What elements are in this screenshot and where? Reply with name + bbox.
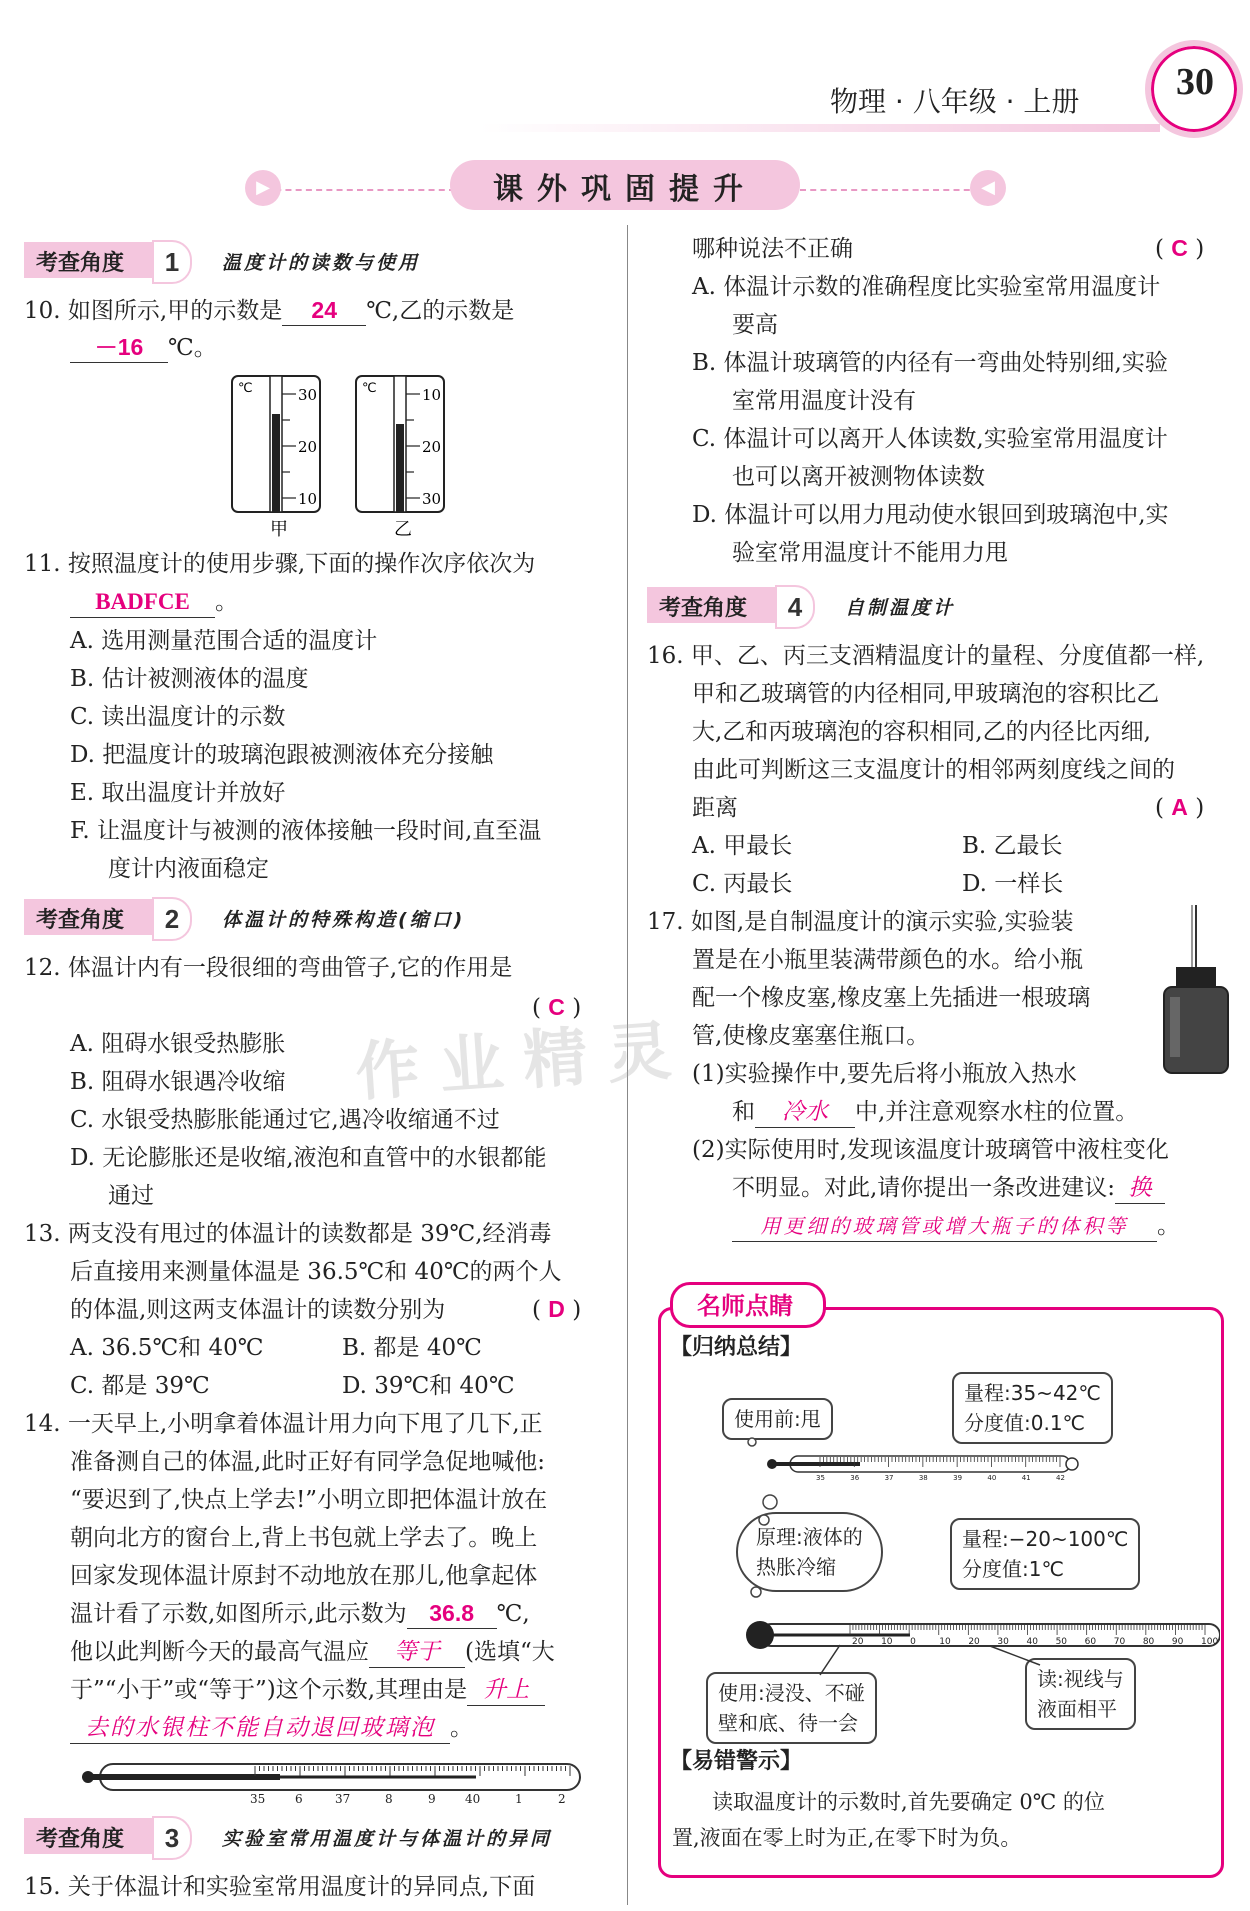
scale-label: 41 [1021,1474,1031,1482]
q14-line3: “要迟到了,快点上学去!”小明立即把体温计放在 [70,1487,548,1513]
section-tag-1: 考查角度 1 [24,242,184,278]
yi-tick-3: 30 [422,490,442,508]
q13-opt-a: A. 36.5℃和 40℃ [70,1335,264,1361]
q14-line1: 14. 一天早上,小明拿着体温计用力向下甩了几下,正 [24,1411,543,1437]
scale-label: 90 [1171,1637,1184,1647]
q13-opt-b: B. 都是 40℃ [342,1335,482,1361]
yi-tick-1: 10 [422,386,442,404]
q16-opt-d: D. 一样长 [962,871,1064,897]
q15-answer-paren: ( C ) [1155,235,1205,262]
q14-line2: 准备测自己的体温,此时正好有同学急促地喊他: [70,1449,546,1475]
tips-lab-thermometer [746,1621,1220,1675]
callout-before-use: 使用前:甩 [722,1398,833,1440]
jia-tick-2: 20 [298,438,318,456]
scale-label: 80 [1142,1637,1155,1647]
thermometer-jia [232,376,320,540]
watermark: 作业精灵 [353,1013,694,1111]
q17-line1: 17. 如图,是自制温度计的演示实验,实验装 [647,909,1074,935]
scale-label: 38 [918,1474,928,1482]
jia-tick-3: 10 [298,490,318,508]
jia-unit: ℃ [238,381,253,396]
scale-label: 30 [997,1637,1009,1647]
section-title-1: 温度计的读数与使用 [222,252,421,274]
banner-title: 课外巩固提升 [493,172,757,207]
q14-line8: 于”“小于”或“等于”)这个示数,其理由是 升上 [70,1671,545,1709]
tips-thermometers [660,1420,1220,1680]
q14-scale-5: 40 [465,1792,481,1806]
section-title-4: 自制温度计 [845,597,956,619]
tips-title: 名师点睛 [697,1292,793,1320]
scale-label: 50 [1055,1637,1068,1647]
callout-reading: 读:视线与 液面相平 [1025,1658,1136,1730]
q16-line5: 距离 [692,795,738,821]
jia-tick-1: 30 [298,386,318,404]
banner-line-left [265,189,455,191]
scale-label: 37 [884,1474,894,1482]
tips-warn-head: 【易错警示】 [670,1749,803,1774]
q12-stem: 12. 体温计内有一段很细的弯曲管子,它的作用是 [24,955,513,981]
q14-line4: 朝向北方的窗台上,背上书包就上学去了。晚上 [70,1525,538,1551]
scale-label: 42 [1056,1474,1065,1482]
scale-label: 70 [1113,1637,1126,1647]
callout-principle: 原理:液体的 热胀冷缩 [736,1512,883,1592]
scale-label: 35 [816,1474,825,1482]
q11-opt-c: C. 读出温度计的示数 [70,704,286,730]
thermometer-yi [356,376,444,540]
header-subject: 物理 · 八年级 · 上册 [830,85,1080,118]
q16-line1: 16. 甲、乙、丙三支酒精温度计的量程、分度值都一样, [647,643,1205,669]
q17-bottle-figure [1160,905,1232,1075]
q17-line4: 管,使橡皮塞塞住瓶口。 [692,1023,930,1049]
q17-part1b: 和 冷水 中,并注意观察水柱的位置。 [732,1093,1138,1131]
scale-label: 10 [939,1637,951,1647]
q17-part2c: 用更细的玻璃管或增大瓶子的体积等 。 [732,1207,1180,1245]
scale-label: 100 [1201,1637,1219,1647]
q15-stem-cont: 哪种说法不正确 [692,236,853,262]
yi-caption: 乙 [394,519,412,540]
scale-label: 36 [850,1474,860,1482]
tips-clinical-thermometer [767,1456,1078,1482]
q17-part2b: 不明显。对此,请你提出一条改进建议: 换 [732,1169,1165,1207]
q12-opt-a: A. 阻碍水银受热膨胀 [70,1031,286,1057]
section-tag-2: 考查角度 2 [24,899,184,935]
section-title-3: 实验室常用温度计与体温计的异同 [222,1828,553,1850]
q14-scale-7: 2 [558,1792,566,1806]
scale-label: 0 [910,1637,916,1647]
banner-line-right [800,189,980,191]
q14-scale-0: 35 [250,1792,266,1806]
q12-opt-b: B. 阻碍水银遇冷收缩 [70,1069,286,1095]
q11-opt-d: D. 把温度计的玻璃泡跟被测液体充分接触 [70,742,494,768]
q11-opt-b: B. 估计被测液体的温度 [70,666,309,692]
section-tag-4: 考查角度 4 [647,587,807,623]
q15-opt-a: A. 体温计示数的准确程度比实验室常用温度计 [692,274,1161,300]
q13-line2: 后直接用来测量体温是 36.5℃和 40℃的两个人 [70,1259,562,1285]
tips-summary-head: 【归纳总结】 [670,1335,803,1360]
q11-opt-a: A. 选用测量范围合适的温度计 [70,628,378,654]
q17-part1a: (1)实验操作中,要先后将小瓶放入热水 [692,1061,1077,1087]
yi-unit: ℃ [362,381,377,396]
q10-line1: 10. 如图所示,甲的示数是 24 ℃,乙的示数是 [24,297,515,324]
q16-line3: 大,乙和丙玻璃泡的容积相同,乙的内径比丙细, [692,719,1151,745]
q16-line2: 甲和乙玻璃管的内径相同,甲玻璃泡的容积比乙 [692,681,1160,707]
q16-answer-paren: ( A ) [1155,794,1205,821]
banner-arrow-right-icon: ◀ [970,170,1006,206]
q14-scale-6: 1 [515,1792,523,1806]
callout-usage: 使用:浸没、不碰 壁和底、待一会 [706,1672,877,1744]
q14-scale-4: 9 [428,1792,436,1806]
callout-range-clinical: 量程:35~42℃ 分度值:0.1℃ [952,1372,1113,1444]
header-band [480,124,1160,132]
q13-answer-paren: ( D ) [532,1296,582,1323]
q15-opt-d: D. 体温计可以用力甩动使水银回到玻璃泡中,实 [692,502,1169,528]
q15-opt-c: C. 体温计可以离开人体读数,实验室常用温度计 [692,426,1168,452]
scale-label: 20 [852,1637,864,1647]
section-title-2: 体温计的特殊构造(缩口) [222,909,466,931]
scale-label: 10 [881,1637,893,1647]
scale-label: 39 [953,1474,963,1482]
q16-opt-a: A. 甲最长 [692,833,793,859]
q16-opt-b: B. 乙最长 [962,833,1063,859]
q14-scale-2: 37 [335,1792,351,1806]
q11-opt-f-cont: 度计内液面稳定 [108,856,269,882]
scale-label: 60 [1084,1637,1097,1647]
q14-line6: 温计看了示数,如图所示,此示数为 36.8 ℃, [70,1600,530,1627]
q13-opt-c: C. 都是 39℃ [70,1373,210,1399]
q17-part2a: (2)实际使用时,发现该温度计玻璃管中液柱变化 [692,1137,1169,1163]
q15-stem: 15. 关于体温计和实验室常用温度计的异同点,下面 [24,1874,536,1900]
q14-clinical-thermometer [80,1750,600,1806]
q11-opt-e: E. 取出温度计并放好 [70,780,286,806]
q11-answer-line: BADFCE 。 [70,583,238,621]
callout-range-lab: 量程:−20~100℃ 分度值:1℃ [950,1518,1140,1590]
q12-opt-d: D. 无论膨胀还是收缩,液泡和直管中的水银都能 [70,1145,547,1171]
scale-label: 40 [987,1474,997,1482]
scale-label: 40 [1026,1637,1038,1647]
q13-line3: 的体温,则这两支体温计的读数分别为 [70,1297,446,1323]
scale-label: 20 [968,1637,980,1647]
q17-line3: 配一个橡皮塞,橡皮塞上先插进一根玻璃 [692,985,1091,1011]
q15-opt-b: B. 体温计玻璃管的内径有一弯曲处特别细,实验 [692,350,1168,376]
q14-line5: 回家发现体温计原封不动地放在那儿,他拿起体 [70,1563,538,1589]
banner-arrow-left-icon: ▶ [245,170,281,206]
jia-caption: 甲 [270,519,288,540]
q11-stem: 11. 按照温度计的使用步骤,下面的操作次序依次为 [24,551,536,577]
q14-line9: 去的水银柱不能自动退回玻璃泡 。 [70,1709,473,1747]
q12-opt-d-cont: 通过 [108,1183,154,1209]
section-tag-3: 考查角度 3 [24,1818,184,1854]
q14-line7: 他以此判断今天的最高气温应 等于 (选填“大 [70,1633,555,1671]
tips-warn-line2: 置,液面在零上时为正,在零下时为负。 [672,1826,1022,1850]
q14-scale-1: 6 [295,1792,303,1806]
page-number: 30 [1176,61,1214,103]
q16-opt-c: C. 丙最长 [692,871,793,897]
q15-opt-c-cont: 也可以离开被测物体读数 [732,464,985,490]
q15-opt-d-cont: 验室常用温度计不能用力甩 [732,540,1008,566]
q13-line1: 13. 两支没有甩过的体温计的读数都是 39℃,经消毒 [24,1221,552,1247]
q16-line4: 由此可判断这三支温度计的相邻两刻度线之间的 [692,757,1175,783]
q10-line2: －16 ℃。 [70,329,217,367]
q15-opt-a-cont: 要高 [732,312,778,338]
q17-line2: 置是在小瓶里装满带颜色的水。给小瓶 [692,947,1083,973]
yi-tick-2: 20 [422,438,442,456]
q10-thermometers [230,372,460,542]
q12-answer-paren: ( C ) [532,994,582,1021]
q14-scale-3: 8 [385,1792,393,1806]
tips-warn-line1: 读取温度计的示数时,首先要确定 0℃ 的位 [712,1790,1105,1814]
q13-opt-d: D. 39℃和 40℃ [342,1373,515,1399]
q15-opt-b-cont: 室常用温度计没有 [732,388,916,414]
q11-opt-f: F. 让温度计与被测的液体接触一段时间,直至温 [70,818,542,844]
q12-opt-c: C. 水银受热膨胀能通过它,遇冷收缩通不过 [70,1107,500,1133]
